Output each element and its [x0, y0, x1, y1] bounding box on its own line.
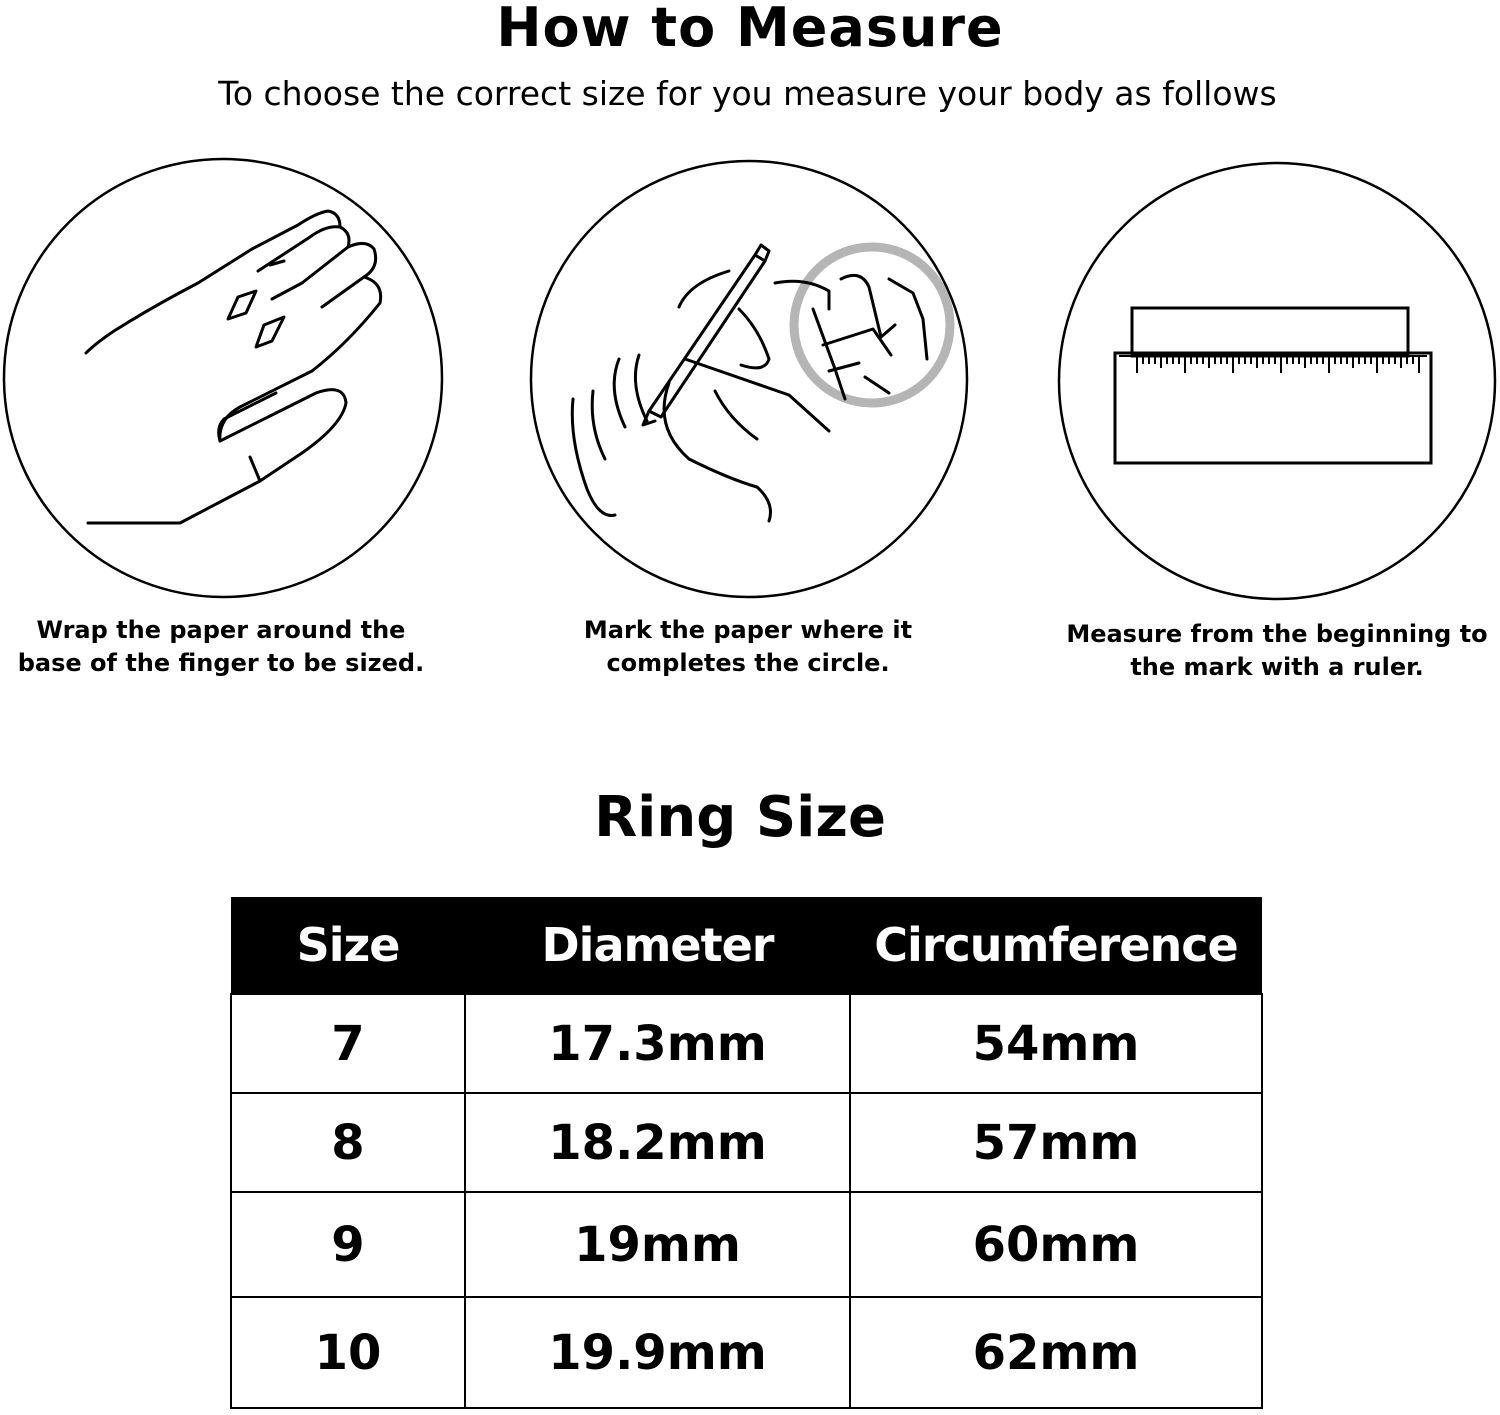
hand-wrap-icon: [2, 157, 444, 599]
step-1-caption-line-2: base of the finger to be sized.: [17, 649, 425, 677]
table-row: [231, 1192, 1262, 1297]
cell-circumference: 60mm: [850, 1192, 1262, 1297]
step-3-illustration: [1057, 161, 1497, 601]
step-1-illustration: [2, 157, 444, 599]
step-1-caption-line-1: Wrap the paper around the: [36, 616, 406, 644]
cell-size: 8: [231, 1093, 465, 1192]
table-row: [231, 1093, 1262, 1192]
column-header-size: Size: [231, 897, 465, 994]
cell-size: 9: [231, 1192, 465, 1297]
pen-marking-icon: [529, 159, 969, 599]
cell-diameter: 19mm: [465, 1192, 850, 1297]
cell-circumference: 62mm: [850, 1297, 1262, 1408]
ring-size-table: [230, 897, 1263, 1409]
ruler-icon: [1057, 161, 1497, 601]
cell-diameter: 17.3mm: [465, 994, 850, 1093]
table-row: [231, 1297, 1262, 1408]
cell-circumference: 57mm: [850, 1093, 1262, 1192]
step-2-illustration: [529, 159, 969, 599]
step-2-caption-line-1: Mark the paper where it: [583, 616, 913, 644]
step-2-caption-line-2: completes the circle.: [606, 649, 890, 677]
step-3-caption-line-2: the mark with a ruler.: [1130, 653, 1424, 681]
step-1-caption: [0, 614, 442, 680]
cell-diameter: 19.9mm: [465, 1297, 850, 1408]
column-header-circumference: Circumference: [850, 897, 1262, 994]
step-3-caption-line-1: Measure from the beginning to: [1066, 620, 1488, 648]
table-header-row: [231, 897, 1262, 994]
ring-size-title: Ring Size: [594, 785, 886, 850]
table-row: [231, 994, 1262, 1093]
cell-circumference: 54mm: [850, 994, 1262, 1093]
page-title: How to Measure: [496, 0, 1004, 59]
page-subtitle: To choose the correct size for you measure your body as follows: [218, 74, 1277, 113]
cell-diameter: 18.2mm: [465, 1093, 850, 1192]
cell-size: 10: [231, 1297, 465, 1408]
cell-size: 7: [231, 994, 465, 1093]
column-header-diameter: Diameter: [465, 897, 850, 994]
step-2-caption: [528, 614, 968, 680]
step-3-caption: [1056, 618, 1498, 684]
